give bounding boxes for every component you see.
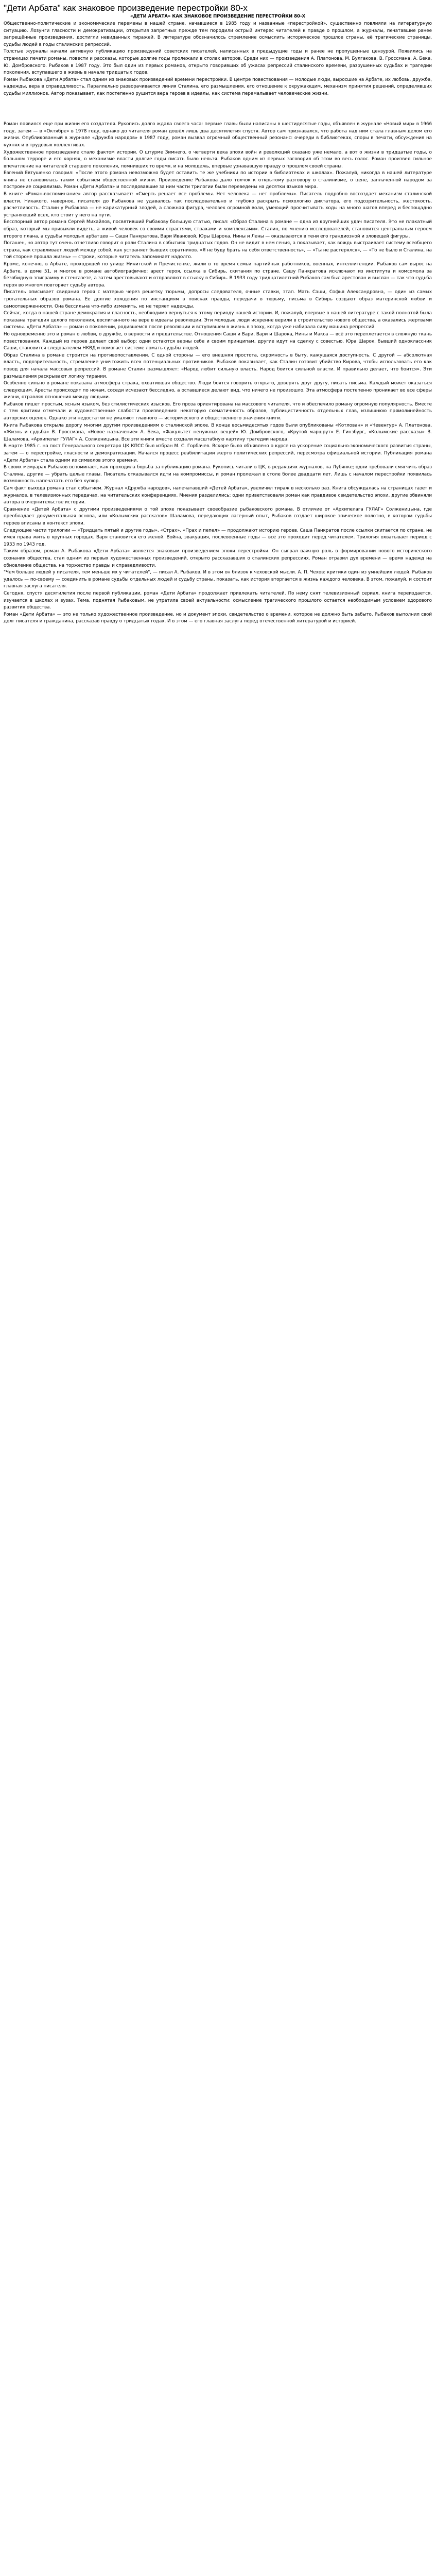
article-paragraph: Особенно сильно в романе показана атмосфера страха, охватившая общество. Люди боятся говорить открыто, доверять друг другу, писать письма. Каждый может оказаться следующим. Аресты происходят по ночам, соседи исчезают бесследно, а оставшиеся делают вид, что ничего не произошло. Эта атмосфера постепенно проникает во все сферы жизни, отравляя отношения между людьми. bbox=[4, 381, 433, 400]
article-paragraph: Евгений Евтушенко говорил: «После этого романа невозможно будет оставить те же учебники по истории в библиотеках и школах». Пожалуй, никогда в нашей литературе книга не становилась таким событием общественной жизни. Произведение Рыбакова дало толчок к открытому разговору о сталинизме, о цене, заплаченной народом за построение социализма. Роман «Дети Арбата» и последовавшие за ним части трилогии были переведены на десятки языков мира. bbox=[4, 171, 433, 190]
article-paragraph: Таким образом, роман А. Рыбакова «Дети Арбата» является знаковым произведением эпохи перестройки. Он сыграл важную роль в формировании нового исторического сознания общества, стал одним из первых художественных произведений, открыто рассказавших о сталинских репрессиях. Роман отразил дух времени — время надежд на обновление общества, на торжество правды и справедливости. bbox=[4, 549, 433, 568]
article-paragraph: Сам факт выхода романа стал событием. Журнал «Дружба народов», напечатавший «Детей Арбата», увеличил тираж в несколько раз. Книга обсуждалась на страницах газет и журналов, в телевизионных передачах, на читательских конференциях. Мнения разделились: одни приветствовали роман как правдивое свидетельство эпохи, другие обвиняли автора в очернительстве истории. bbox=[4, 486, 433, 505]
article-paragraph: Образ Сталина в романе строится на противопоставлении. С одной стороны — его внешняя простота, скромность в быту, кажущаяся доступность. С другой — абсолютная власть, подозрительность, стремление уничтожить всех потенциальных противников. Рыбаков показывает, как Сталин готовит убийство Кирова, чтобы использовать его как повод для начала массовых репрессий. В романе Сталин размышляет: «Народ любит сильную власть. Народ боится сильной власти. И правильно делает, что боится». Эти размышления раскрывают логику тирании. bbox=[4, 352, 433, 379]
article-paragraph: В своих мемуарах Рыбаков вспоминает, как проходила борьба за публикацию романа. Рукопись читали в ЦК, в редакциях журналов, на Лубянке; одни требовали смягчить образ Сталина, другие — убрать целые главы. Писатель отказывался идти на компромиссы, и роман пролежал в столе более двадцати лет. Лишь с началом перестройки появилась возможность напечатать его без купюр. bbox=[4, 465, 433, 484]
article-paragraph: Писатель описывает свидания героя с матерью через решетку тюрьмы, допросы следователя, очные ставки, этап. Мать Саши, Софья Александровна, — один из самых трогательных образов романа. Ее долгие хождения по инстанциям в поисках правды, передачи в тюрьму, письма в Сибирь создают образ материнской любви и самоотверженности. Она бессильна что-либо изменить, но не теряет надежды. bbox=[4, 290, 433, 309]
article-paragraph: "Чем больше людей у писателя, тем меньше их у читателей", — писал А. Рыбаков. И в этом он близок к чеховской мысли. А. П. Чехов: критики один из умнейших людей. Рыбаков удалось — по-своему — соединить в романе судьбы отдельных людей и судьбу страны, показать, как история вторгается в жизнь каждого человека. В этом, пожалуй, и состоит главная заслуга писателя. bbox=[4, 570, 433, 589]
article-paragraph: Бесспорный автор романа Сергей Михайлов, посвятивший Рыбакову большую статью, писал: «Образ Сталина в романе — одна из крупнейших удач писателя. Это не плакатный образ, который мы привыкли видеть, а живой человек со своими страстями, страхами и комплексами». Сталин, по мнению исследователей, становится центральным героем второго плана, а судьбы молодых арбатцев — Саши Панкратова, Вари Ивановой, Юры Шарока, Нины и Лены — оказываются в тени его грандиозной и зловещей фигуры. bbox=[4, 219, 433, 239]
article-paragraph: Толстые журналы начали активную публикацию произведений советских писателей, написанных в предыдущие годы и ранее не пропущенные цензурой. Появились на страницах печати романы, повести и рассказы, которые долгие годы пролежали в столах авторов. Среди них — произведения А. Платонова, М. Булгакова, В. Гроссмана, А. Бека, Ю. Домбровского. Рыбаков в 1987 году. Это был один из первых романов, открыто говоривших об ужасах репрессий сталинского времени, разрушенных судьбах и трагедии поколения, вступавшего в жизнь в начале тридцатых годов. bbox=[4, 49, 433, 76]
article-paragraph: В книге «Роман-воспоминание» автор рассказывает: «Смерть решает все проблемы. Нет человека — нет проблемы». Писатель подробно воссоздает механизм сталинской власти. Никакого, наверное, писателя до Рыбакова не удавалось так последовательно и глубоко раскрыть психологию диктатора, его подозрительность, жестокость, расчетливость. Сталин у Рыбакова — не карикатурный злодей, а сложная фигура, человек огромной воли, умеющий просчитывать ходы на много шагов вперед и беспощадно устраняющий всех, кто стоит у него на пути. bbox=[4, 192, 433, 218]
article-paragraph: Но одновременно это и роман о любви, о дружбе, о верности и предательстве. Отношения Саши и Вари, Вари и Шарока, Нины и Макса — всё это переплетается в сложную ткань повествования. Каждый из героев делает свой выбор: одни остаются верны себе и своим принципам, другие идут на сделку с совестью. Юра Шарок, бывший одноклассник Саши, становится следователем НКВД и помогает системе ломать судьбы людей. bbox=[4, 331, 433, 351]
article-paragraph: Сейчас, когда в нашей стране демократия и гласность, необходимо вернуться к этому периоду нашей истории. И, пожалуй, впервые в нашей литературе с такой полнотой была показана трагедия целого поколения, воспитанного на вере в идеалы революции. Эти молодые люди искренне верили в строительство нового общества, а оказались жертвами системы. «Дети Арбата» — роман о поколении, родившемся после революции и вступившем в жизнь в эпоху, когда уже набирала силу машина репрессий. bbox=[4, 311, 433, 330]
article-paragraph: Рыбаков пишет простым, ясным языком, без стилистических изысков. Его проза ориентирована на массового читателя, что и обеспечило роману огромную популярность. Вместе с тем критики отмечали и художественные слабости произведения: некоторую схематичность образов, публицистичность отдельных глав, излишнюю прямолинейность авторских оценок. Однако эти недостатки не умаляют главного — исторического и общественного значения книги. bbox=[4, 401, 433, 421]
article-paragraph: Погашен, но автор тут очень отчетливо говорит о роли Сталина в событиях тридцатых годов. Он не видит в нем гения, а показывает, как вождь выстраивает систему всеобщего страха, как стравливает людей между собой, как устраняет бывших соратников. «Я не буду брать на себя ответственность», — «Ты не растерялся», — «То не было и Сталина, на той стороне прошла жизнь» — строки, которые читатель запоминает надолго. bbox=[4, 241, 433, 260]
article-paragraph: Сегодня, спустя десятилетия после первой публикации, роман «Дети Арбата» продолжает привлекать читателей. По нему снят телевизионный сериал, книга переиздается, изучается в школах и вузах. Тема, поднятая Рыбаковым, не утратила своей актуальности: осмысление трагического прошлого остается необходимым условием здорового развития общества. bbox=[4, 590, 433, 611]
article-paragraph: Роман Рыбакова «Дети Арбата» стал одним из знаковых произведений времени перестройки. В центре повествования — молодые люди, выросшие на Арбате, их любовь, дружба, надежды, вера в справедливость. Параллельно разворачивается линия Сталина, его размышления, его отношение к окружающим, механизм принятия решений, определявших судьбы миллионов. Автор показывает, как постепенно рушится вера героев в идеалы, как система перемалывает человеческие жизни. bbox=[4, 77, 433, 96]
article-paragraph: Роман «Дети Арбата» — это не только художественное произведение, но и документ эпохи, свидетельство о времени, которое не должно быть забыто. Рыбаков выполнил свой долг писателя и гражданина, рассказав правду о тридцатых годах. И в этом — его главная заслуга перед отечественной литературой и историей. bbox=[4, 612, 433, 624]
article-paragraph: Художественное произведение стало фактом истории. О штурме Зимнего, о четверти века эпохи войн и революций сказано уже немало, а вот о жизни в тридцатые годы, о большом терроре и его корнях, о механизме власти долгие годы писать было нельзя. Рыбаков одним из первых заговорил об этом во весь голос. Роман произвел сильное впечатление на читателей старшего поколения, помнивших то время, и на молодежь, впервые узнававшую правду о прошлом своей страны. bbox=[4, 149, 433, 169]
article-paragraph: Книга Рыбакова открыла дорогу многим другим произведениям о сталинской эпохе. В конце восьмидесятых годов были опубликованы «Котлован» и «Чевенгур» А. Платонова, «Жизнь и судьба» В. Гроссмана, «Новое назначение» А. Бека, «Факультет ненужных вещей» Ю. Домбровского, «Крутой маршрут» Е. Гинзбург, «Колымские рассказы» В. Шаламова, «Архипелаг ГУЛАГ» А. Солженицына. Все эти книги вместе создали масштабную картину трагедии народа. bbox=[4, 422, 433, 442]
document-title: "Дети Арбата" как знаковое произведение перестройки 80-х bbox=[4, 3, 248, 13]
article-paragraph: Следующие части трилогии — «Тридцать пятый и другие годы», «Страх», «Прах и пепел» — продолжают историю героев. Саша Панкратов после ссылки скитается по стране, не имея права жить в крупных городах. Варя становится его женой. Война, эвакуация, послевоенные годы — всё это проходит перед читателем. Трилогия охватывает период с 1933 по 1943 год. bbox=[4, 528, 433, 547]
article-paragraph: Роман появился еще при жизни его создателя. Рукопись долго ждала своего часа: первые главы были написаны в шестидесятые годы, объявлен в журнале «Новый мир» в 1966 году, затем — в «Октябре» в 1978 году, однако до читателя роман дошёл лишь два десятилетия спустя. Автор сам признавался, что работа над ним стала главным делом его жизни. Опубликованный в журнале «Дружба народов» в 1987 году, роман вызвал огромный общественный резонанс: очереди в библиотеках, споры в печати, обсуждения на кухнях и в трудовых коллективах. bbox=[4, 122, 433, 148]
document-subtitle: «ДЕТИ АРБАТА» КАК ЗНАКОВОЕ ПРОИЗВЕДЕНИЕ ПЕРЕСТРОЙКИ 80-Х bbox=[130, 14, 306, 19]
article-paragraph bbox=[4, 106, 432, 113]
article-paragraph: Кроме, конечно, в Арбате, проходящей по улице Никитской и Пречистенке, жили в то время семьи партийных работников, военных, интеллигенции. Рыбаков сам вырос на Арбате, в доме 51, и многое в романе автобиографично: арест героя, ссылка в Сибирь, скитания по стране. Сашу Панкратова исключают из института и комсомола за безобидную эпиграмму в стенгазете, а затем арестовывают и отправляют в ссылку в Сибирь. В 1933 году тридцатилетний Рыбаков сам был арестован и выслан — так что судьба героя во многом повторяет судьбу автора. bbox=[4, 262, 433, 288]
article-paragraph: Сравнение «Детей Арбата» с другими произведениями о той эпохе показывает своеобразие рыбаковского романа. В отличие от «Архипелага ГУЛАГ» Солженицына, где преобладает документальная основа, или «Колымских рассказов» Шаламова, передающих лагерный опыт, Рыбаков создает широкое эпическое полотно, в котором судьбы героев вписаны в контекст эпохи. bbox=[4, 506, 433, 526]
article-text bbox=[4, 21, 432, 625]
article-paragraph: Общественно-политические и экономические перемены в нашей стране, начавшиеся в 1985 году и названные «перестройкой», существенно повлияли на литературную ситуацию. Лозунги гласности и демократизации, открытия запретных прежде тем породили острый интерес читателей к правде о прошлом, а журналы, печатавшие ранее запрещённые произведения, достигли невиданных тиражей. В литературе обозначилось стремление осмыслить историческое прошлое страны, её трагические страницы, судьбы людей в годы сталинских репрессий. bbox=[4, 21, 433, 47]
article-paragraph: В марте 1985 г. на пост Генерального секретаря ЦК КПСС был избран М. С. Горбачев. Вскоре было объявлено о курсе на ускорение социально-экономического развития страны, затем — о перестройке, гласности и демократизации. Начался процесс реабилитации жертв политических репрессий, пересмотра официальной истории. Публикация романа «Дети Арбата» стала одним из символов этого времени. bbox=[4, 444, 433, 463]
document-body bbox=[4, 3, 432, 625]
